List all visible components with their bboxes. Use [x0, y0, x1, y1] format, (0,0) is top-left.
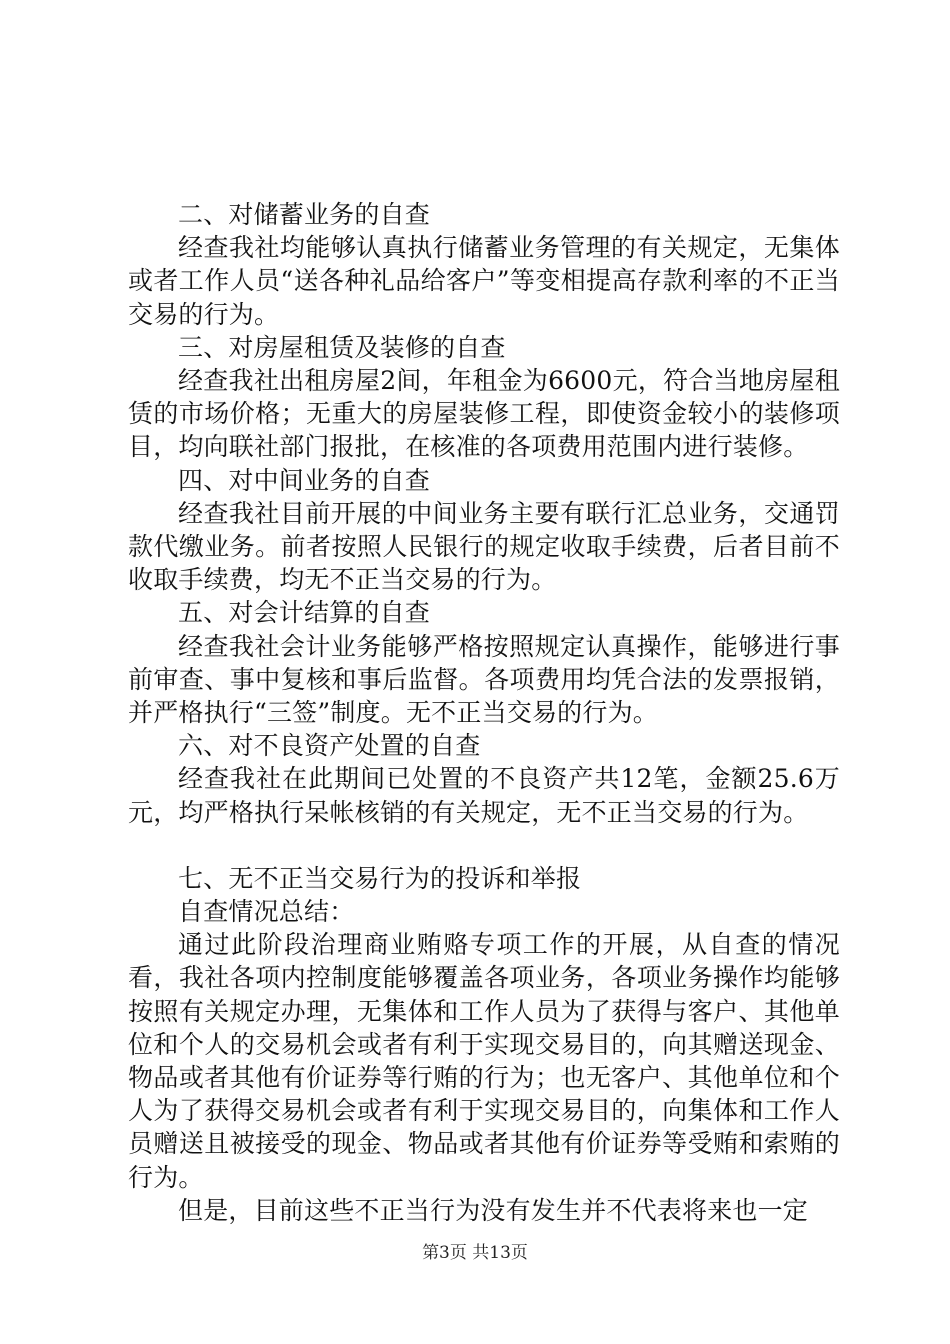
section-heading-summary: 自查情况总结：	[178, 897, 355, 927]
paragraph-housing: 经查我社出租房屋2间，年租金为6600元，符合当地房屋租赁的市场价格；无重大的房屋装修工程，即使资金较小的装修项目，均向联社部门报批，在核准的各项费用范围内进行装修。	[128, 366, 840, 462]
document-body	[128, 198, 840, 1227]
page-number-footer: 第3页 共13页	[422, 1243, 528, 1263]
section-heading-bad-assets: 六、对不良资产处置的自查	[178, 731, 481, 761]
section-heading-intermediary: 四、对中间业务的自查	[178, 465, 431, 495]
section-heading-savings: 二、对储蓄业务的自查	[178, 200, 431, 229]
paragraph-summary: 通过此阶段治理商业贿赂专项工作的开展，从自查的情况看，我社各项内控制度能够覆盖各项业务，各项业务操作均能够按照有关规定办理，无集体和工作人员为了获得与客户、其他单位和个人的交易机会或者有利于实现交易目的，向其赠送现金、物品或者其他有价证券等行贿的行为；也无客户、其他单位和个人为了获得交易机会或者有利于实现交易目的，向集体和工作人员赠送且被接受的现金、物品或者其他有价证券等受贿和索贿的行为。	[128, 930, 840, 1192]
paragraph-savings: 经查我社均能够认真执行储蓄业务管理的有关规定，无集体或者工作人员“送各种礼品给客户”等变相提高存款利率的不正当交易的行为。	[128, 233, 840, 329]
section-heading-housing: 三、对房屋租赁及装修的自查	[178, 332, 506, 362]
section-heading-accounting: 五、对会计结算的自查	[178, 598, 431, 628]
paragraph-intermediary: 经查我社目前开展的中间业务主要有联行汇总业务，交通罚款代缴业务。前者按照人民银行的规定收取手续费，后者目前不收取手续费，均无不正当交易的行为。	[128, 498, 840, 595]
paragraph-bad-assets: 经查我社在此期间已处置的不良资产共12笔，金额25.6万元，均严格执行呆帐核销的有关规定，无不正当交易的行为。	[128, 764, 840, 827]
paragraph-accounting: 经查我社会计业务能够严格按照规定认真操作，能够进行事前审查、事中复核和事后监督。各项费用均凭合法的发票报销，并严格执行“三签”制度。无不正当交易的行为。	[128, 631, 840, 728]
section-heading-complaints: 七、无不正当交易行为的投诉和举报	[178, 863, 582, 893]
paragraph-however: 但是，目前这些不正当行为没有发生并不代表将来也一定	[178, 1195, 809, 1225]
